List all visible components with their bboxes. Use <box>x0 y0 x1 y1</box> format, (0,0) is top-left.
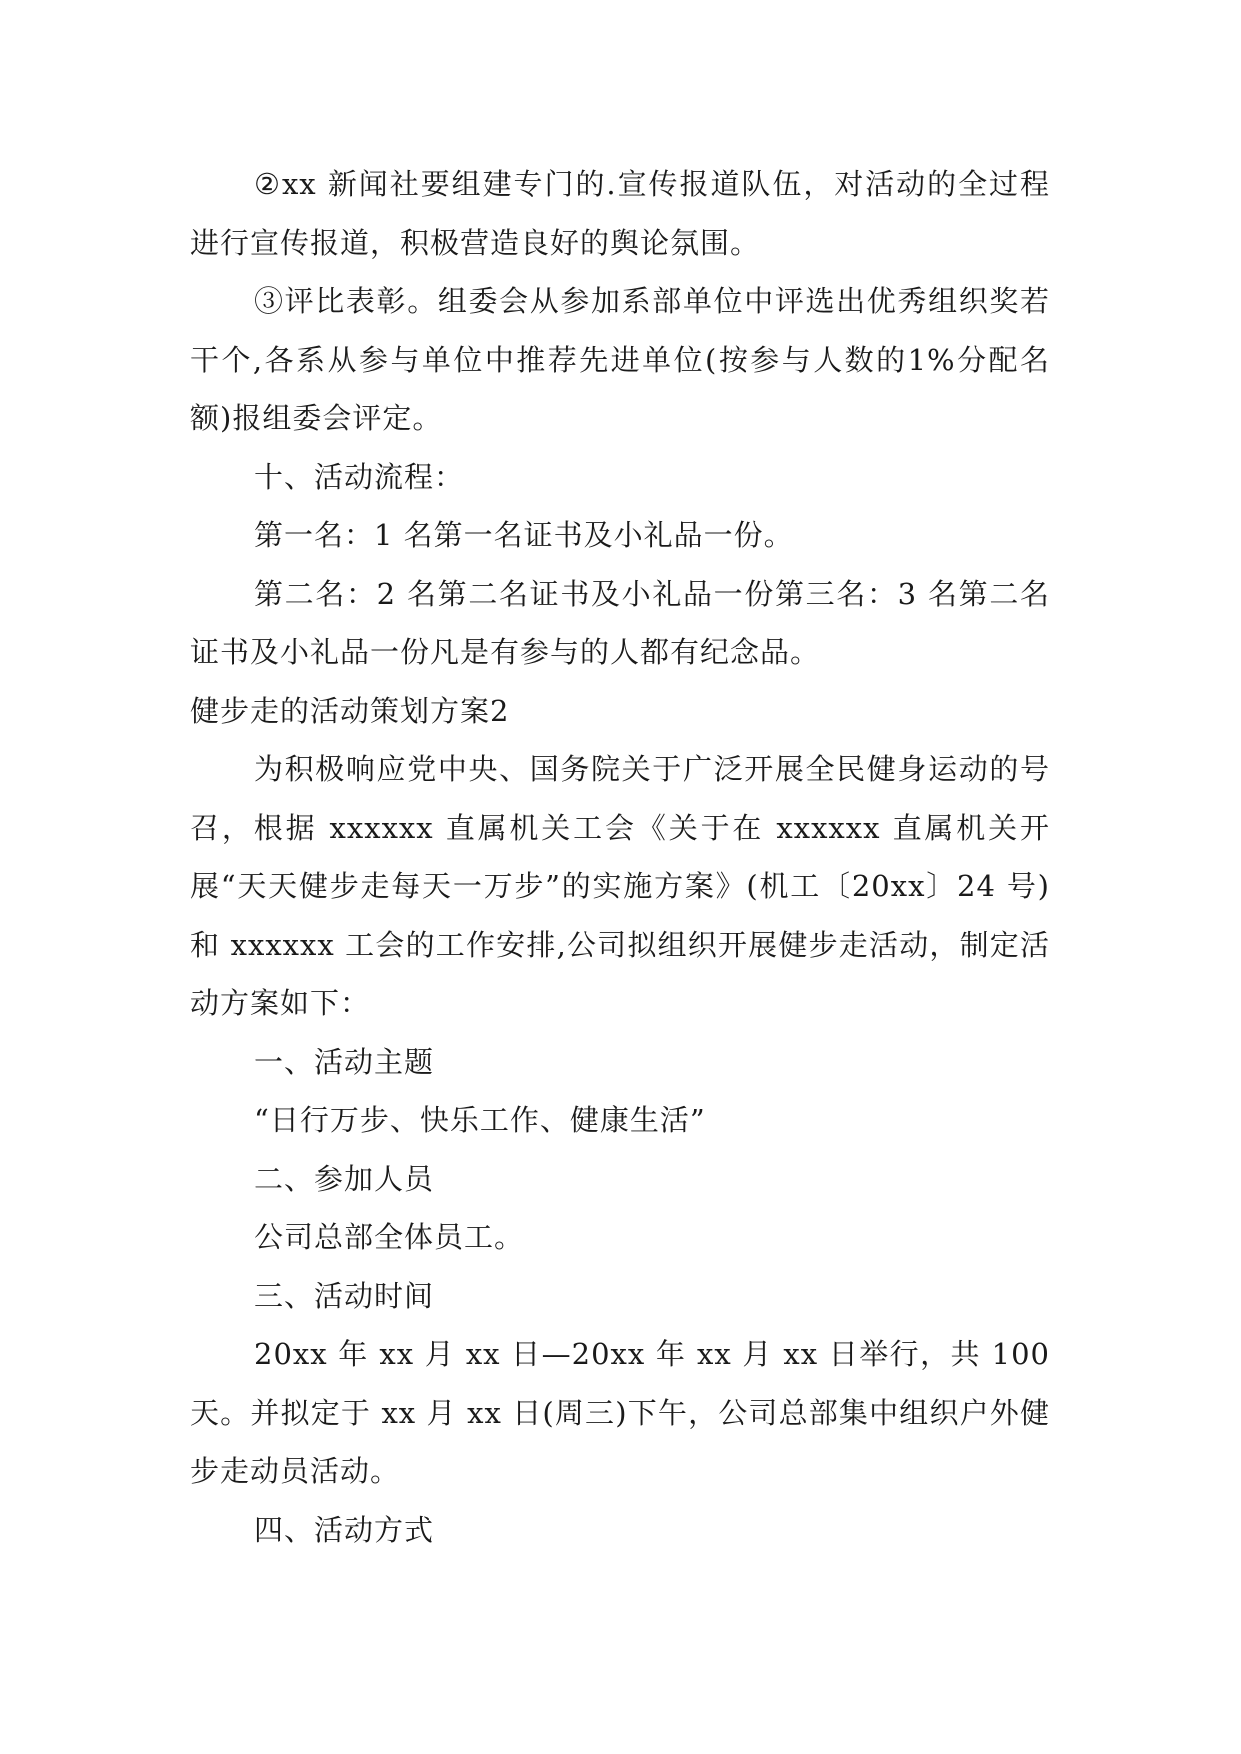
section-heading-participants: 二、参加人员 <box>254 1161 435 1196</box>
paragraph-time: 20xx 年 xx 月 xx 日—20xx 年 xx 月 xx 日举行，共 100 天。并拟定于 xx 月 xx 日(周三)下午，公司总部集中组织户外健步走动员活动。 <box>190 1337 1050 1488</box>
paragraph-publicity: ②xx 新闻社要组建专门的.宣传报道队伍，对活动的全过程进行宣传报道，积极营造良好的舆论氛围。 <box>190 167 1050 260</box>
section-heading-method: 四、活动方式 <box>254 1512 435 1547</box>
section-heading-theme: 一、活动主题 <box>254 1044 435 1079</box>
document-body <box>190 155 1050 1559</box>
paragraph-second-third-prize: 第二名：2 名第二名证书及小礼品一份第三名：3 名第二名证书及小礼品一份凡是有参与的人都有纪念品。 <box>190 576 1050 669</box>
paragraph-awards: ③评比表彰。组委会从参加系部单位中评选出优秀组织奖若干个,各系从参与单位中推荐先进单位(按参与人数的1%分配名额)报组委会评定。 <box>190 284 1050 435</box>
section-heading-process: 十、活动流程： <box>254 459 465 494</box>
paragraph-participants: 公司总部全体员工。 <box>254 1220 525 1254</box>
document-title-plan-2: 健步走的活动策划方案2 <box>190 693 510 728</box>
paragraph-introduction: 为积极响应党中央、国务院关于广泛开展全民健身运动的号召，根据 xxxxxx 直属机关工会《关于在 xxxxxx 直属机关开展“天天健步走每天一万步”的实施方案》(机工〔20xx〕24 号)和 xxxxxx 工会的工作安排,公司拟组织开展健步走活动，制定活动方案如下： <box>190 752 1050 1020</box>
section-heading-time: 三、活动时间 <box>254 1278 435 1313</box>
paragraph-theme: “日行万步、快乐工作、健康生活” <box>254 1103 706 1137</box>
paragraph-first-prize: 第一名：1 名第一名证书及小礼品一份。 <box>254 518 794 552</box>
